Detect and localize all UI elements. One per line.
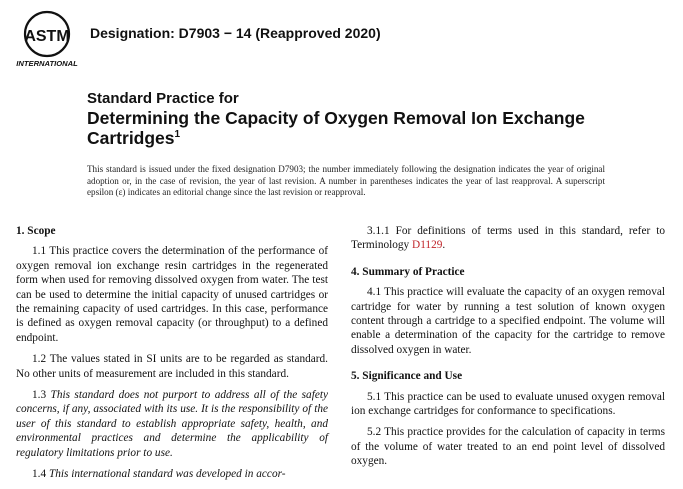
terminology-text: 3.1.1 For definitions of terms used in this standard, refer to Terminology bbox=[351, 225, 665, 252]
title-block bbox=[87, 90, 647, 148]
title-prefix: Standard Practice for bbox=[87, 90, 239, 107]
significance-5-2: 5.2 This practice provides for the calculation of capacity in terms of the volume of water treated to an end point level of dissolved oxygen. bbox=[351, 426, 665, 468]
terminology-3-1-1 bbox=[351, 224, 665, 253]
page-title bbox=[87, 108, 647, 148]
scope-1-4-text: This international standard was developed in accor- bbox=[48, 468, 286, 481]
heading-scope: 1. Scope bbox=[16, 225, 56, 237]
designation: Designation: D7903 − 14 (Reapproved 2020) bbox=[90, 25, 381, 41]
terminology-end: . bbox=[442, 239, 446, 252]
logo-subtext: INTERNATIONAL bbox=[16, 59, 78, 68]
scope-1-4 bbox=[16, 467, 328, 481]
title-text: Determining the Capacity of Oxygen Removal Ion Exchange Cartridges bbox=[87, 108, 585, 148]
left-column bbox=[16, 224, 328, 489]
scope-1-2: 1.2 The values stated in SI units are to be regarded as standard. No other units of measurement are included in this standard. bbox=[16, 353, 328, 380]
heading-significance: 5. Significance and Use bbox=[351, 370, 463, 383]
title-footnote-mark: 1 bbox=[174, 129, 181, 141]
scope-1-3-text: This standard does not purport to address all of the safety concerns, if any, associated with its use. It is the responsibility of the user of this standard to establish appropriate safety, health, and environmental practices and determine the applicability of regulatory limitations prior to use. bbox=[16, 389, 328, 459]
scope-1-3-number: 1.3 bbox=[32, 389, 47, 402]
issuance-notice: This standard is issued under the fixed designation D7903; the number immediately following the designation indicates the year of original adoption or, in the case of revision, the year of last revision. A number in parentheses indicates the year of last reapproval. A superscript epsilon (ε) indicates an editorial change since the last revision or reapproval. bbox=[87, 164, 605, 198]
significance-5-1: 5.1 This practice can be used to evaluate unused oxygen removal ion exchange cartridges for conformance to specifications. bbox=[351, 390, 665, 418]
right-column bbox=[351, 224, 665, 476]
scope-1-1: 1.1 This practice covers the determination of the performance of oxygen removal ion exchange resin cartridges in the regenerated form when used for removing dissolved oxygen from water. The test can be used to determine the initial capacity of unused cartridges or the remaining capacity of used cartridges. In this case, performance is defined as oxygen removal capacity (or throughput) to a defined endpoint. bbox=[16, 245, 328, 344]
summary-4-1: 4.1 This practice will evaluate the capacity of an oxygen removal cartridge for water by running a test solution of known oxygen content through a cartridge to a specified endpoint. The volume will enable a determination of the capacity for the cartridge to remove dissolved oxygen in water. bbox=[351, 286, 665, 356]
d1129-link[interactable]: D1129 bbox=[412, 239, 443, 252]
scope-1-3 bbox=[16, 388, 328, 460]
heading-summary: 4. Summary of Practice bbox=[351, 265, 465, 278]
astm-logo bbox=[14, 10, 80, 68]
scope-1-4-number: 1.4 bbox=[32, 468, 47, 481]
logo-text: ASTM bbox=[24, 28, 70, 45]
